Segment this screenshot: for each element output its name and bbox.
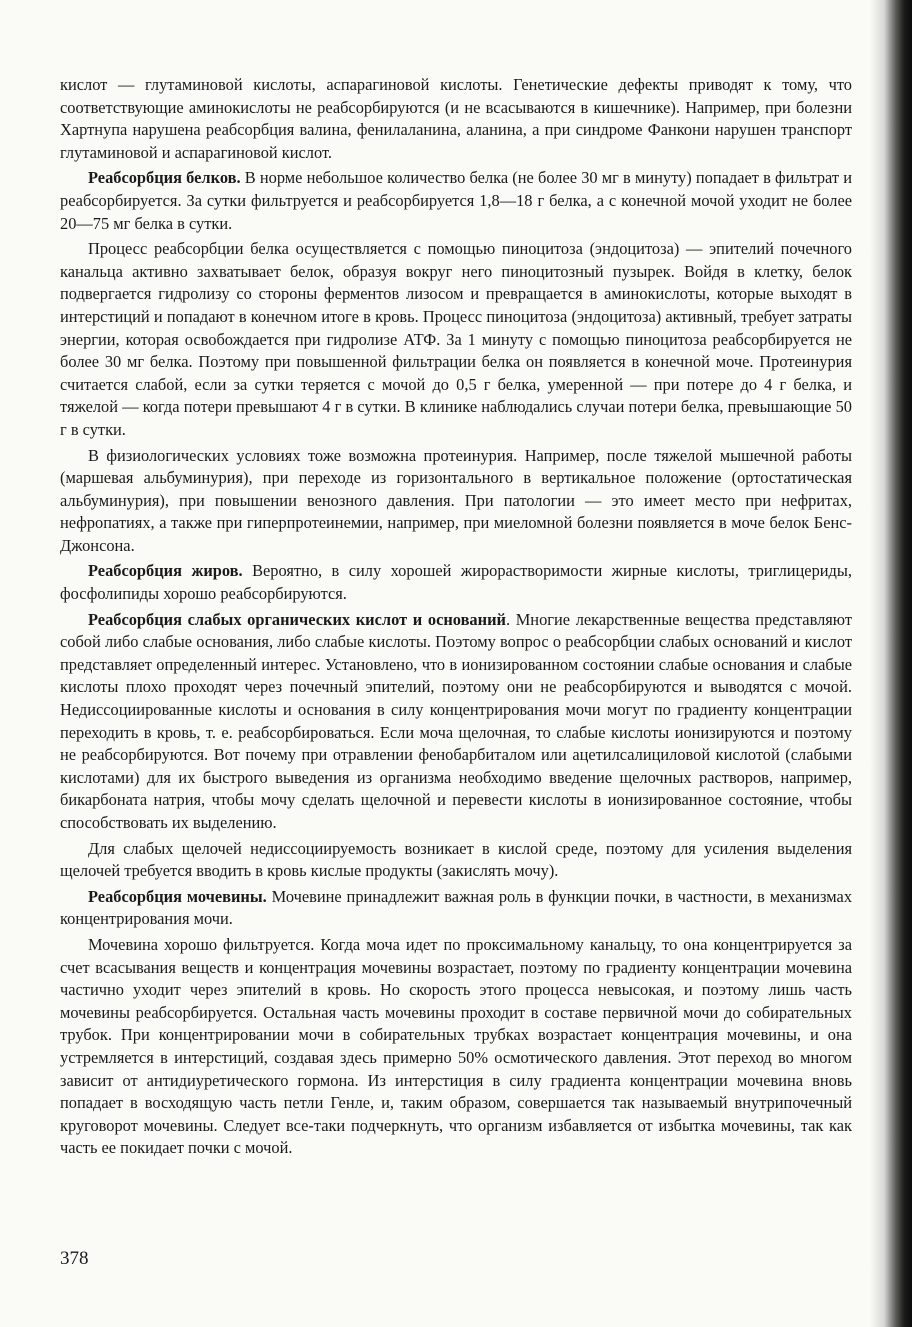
paragraph-text: В физиологических условиях тоже возможна протеинурия. Например, после тяжелой мышечной работы (маршевая альбуминурия), при переходе из горизонтального в вертикальное положение (ортостатическая альбуминурия), при повышении венозного давления. При патологии — это имеет место при нефритах, нефропатиях, а также при гиперпротеинемии, например, при миеломной болезни появляется в моче белок Бенс-Джонсона.: [60, 445, 852, 555]
paragraph-text: Для слабых щелочей недиссоциируемость возникает в кислой среде, поэтому для усиления выделения щелочей требуется вводить в кровь кислые продукты (закислять мочу).: [60, 838, 852, 881]
section-heading-proteins: Реабсорбция белков.: [88, 168, 241, 188]
paragraph-amino-acids: [60, 74, 852, 164]
page-number: 378: [60, 1248, 89, 1269]
paragraph-text: Процесс реабсорбции белка осуществляется с помощью пиноцитоза (эндоцитоза) — эпителий почечного канальца активно захватывает белок, образуя вокруг него пиноцитозный пузырек. Войдя в клетку, белок подвергается гидролизу со стороны ферментов лизосом и превращается в аминокислоты, которые выходят в интерстиций и попадают в конечном итоге в кровь. Процесс пиноцитоза (эндоцитоза) активный, требует затраты энергии, которая освобождается при гидролизе АТФ. За 1 минуту с помощью пиноцитоза реабсорбируется не более 30 мг белка. Поэтому при повышенной фильтрации белка он появляется в конечной моче. Протеинурия считается слабой, если за сутки теряется с мочой до 0,5 г белка, умеренной — при потере до 4 г белка, и тяжелой — когда потери превышают 4 г в сутки. В клинике наблюдались случаи потери белка, превышающие 50 г в сутки.: [60, 239, 852, 439]
paragraph-protein-reabsorption: [60, 167, 852, 235]
section-heading-weak-acids: Реабсорбция слабых органических кислот и оснований: [88, 609, 506, 629]
section-heading-urea: Реабсорбция мочевины.: [88, 886, 267, 906]
paragraph-weak-alkalis: [60, 838, 852, 883]
paragraph-fat-reabsorption: [60, 560, 852, 605]
paragraph-pinocytosis: [60, 238, 852, 441]
paragraph-physiological-proteinuria: [60, 445, 852, 558]
paragraph-text: Мочевина хорошо фильтруется. Когда моча идет по проксимальному канальцу, то она концентрируется за счет всасывания веществ и концентрация мочевины возрастает, поэтому по градиенту концентрации мочевина частично уходит через эпителий в кровь. Но скорость этого процесса невысокая, и поэтому лишь часть мочевины реабсорбируется. Остальная часть мочевины проходит в составе первичной мочи до собирательных трубок. При концентрировании мочи в собирательных трубках возрастает концентрация мочевины, и она устремляется в интерстиций, создавая здесь примерно 50% осмотического давления. Этот переход во многом зависит от антидиуретического гормона. Из интерстиция в силу градиента концентрации мочевина вновь попадает в восходящую часть петли Генле, и, таким образом, совершается так называемый внутрипочечный круговорот мочевины. Следует все-таки подчеркнуть, что организм избавляется от избытка мочевины, так как часть ее покидает почки с мочой.: [60, 934, 852, 1158]
paragraph-text: Вероятно, в силу хорошей жирорастворимости жирные кислоты, триглицериды, фосфолипиды хорошо реабсорбируются.: [60, 561, 852, 604]
body-text: [60, 74, 852, 1163]
scan-edge-shadow: [870, 0, 912, 1327]
paragraph-text: . Многие лекарственные вещества представляют собой либо слабые основания, либо слабые кислоты. Поэтому вопрос о реабсорбции слабых оснований и кислот представляет определенный интерес. Установлено, что в ионизированном состоянии слабые основания и слабые кислоты плохо проходят через почечный эпителий, поэтому они не реабсорбируются и выводятся с мочой. Недиссоциированные кислоты и основания в силу концентрирования мочи могут по градиенту концентрации переходить в кровь, т. е. реабсорбироваться. Если моча щелочная, то слабые кислоты ионизируются и поэтому не реабсорбируются. Вот почему при отравлении фенобарбиталом или ацетилсалициловой кислотой (слабыми кислотами) для их быстрого выведения из организма необходимо введение щелочных растворов, например, бикарбоната натрия, чтобы мочу сделать щелочной и перевести кислоты в ионизированное состояние, чтобы способствовать их выделению.: [60, 609, 852, 832]
paragraph-urea-reabsorption: [60, 886, 852, 931]
paragraph-urea-filtration: [60, 934, 852, 1160]
paragraph-text: Мочевине принадлежит важная роль в функции почки, в частности, в механизмах концентрирования мочи.: [60, 886, 853, 929]
section-heading-fats: Реабсорбция жиров.: [88, 561, 243, 581]
paragraph-text: В норме небольшое количество белка (не более 30 мг в минуту) попадает в фильтрат и реабсорбируется. За сутки фильтруется и реабсорбируется 1,8—18 г белка, а с конечной мочой уходит не более 20—75 мг белка в сутки.: [60, 168, 852, 233]
paragraph-text: кислот — глутаминовой кислоты, аспарагиновой кислоты. Генетические дефекты приводят к тому, что соответствующие аминокислоты не реабсорбируются (и не всасываются в кишечнике). Например, при болезни Хартнупа нарушена реабсорбция валина, фенилаланина, аланина, а при синдроме Фанкони нарушен транспорт глутаминовой и аспарагиновой кислот.: [60, 75, 852, 162]
paragraph-weak-acids-bases: [60, 609, 852, 835]
